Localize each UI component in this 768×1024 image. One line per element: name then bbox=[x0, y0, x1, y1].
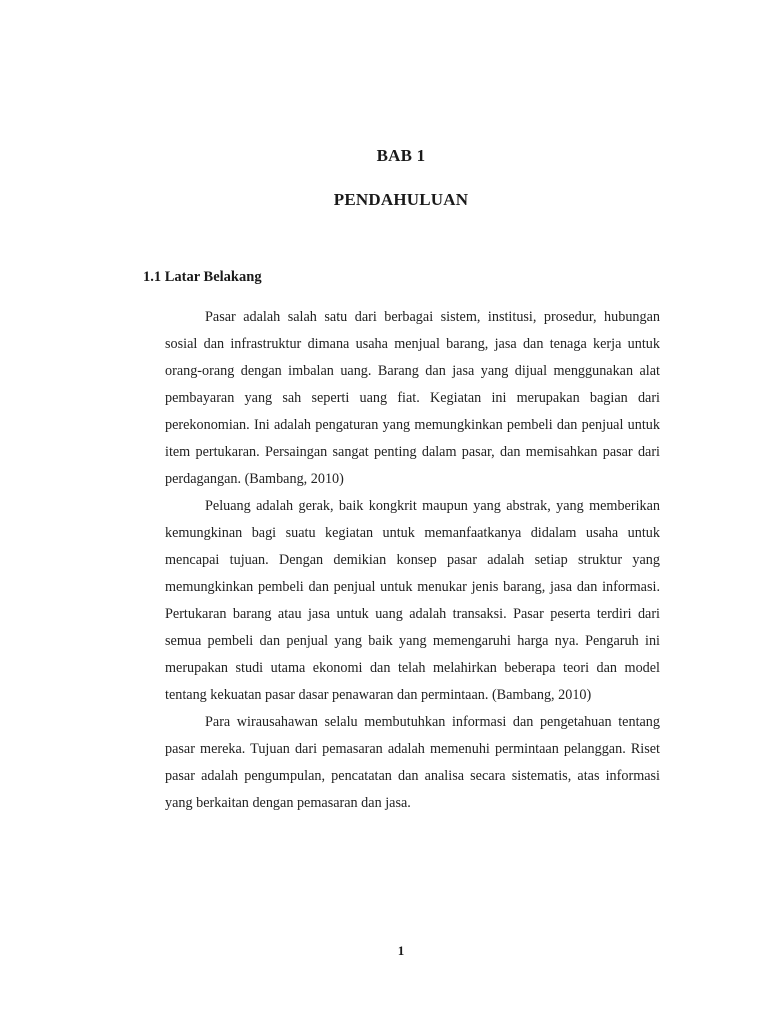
chapter-number: BAB 1 bbox=[376, 146, 426, 165]
paragraph-1: Pasar adalah salah satu dari berbagai sistem, institusi, prosedur, hubungan sosial dan infrastruktur dimana usaha menjual barang, jasa dan tenaga kerja untuk orang-orang dengan imbalan uang. Barang dan jasa yang dijual menggunakan alat pembayaran yang sah seperti uang fiat. Kegiatan ini merupakan bagian dari perekonomian. Ini adalah pengaturan yang memungkinkan pembeli dan penjual untuk item pertukaran. Persaingan sangat penting dalam pasar, dan memisahkan pasar dari perdagangan. (Bambang, 2010) bbox=[165, 309, 660, 487]
chapter-title: PENDAHULUAN bbox=[333, 190, 469, 209]
paragraph-2: Peluang adalah gerak, baik kongkrit maupun yang abstrak, yang memberikan kemungkinan bagi suatu kegiatan untuk memanfaatkanya didalam usaha untuk mencapai tujuan. Dengan demikian konsep pasar adalah setiap struktur yang memungkinkan pembeli dan penjual untuk menukar jenis barang, jasa dan informasi. Pertukaran barang atau jasa untuk uang adalah transaksi. Pasar peserta terdiri dari semua pembeli dan penjual yang baik yang memengaruhi harga nya. Pengaruh ini merupakan studi utama ekonomi dan telah melahirkan beberapa teori dan model tentang kekuatan pasar dasar penawaran dan permintaan. (Bambang, 2010) bbox=[165, 498, 660, 703]
page-number: 1 bbox=[397, 943, 405, 958]
body-text bbox=[165, 304, 660, 817]
section-heading: 1.1 Latar Belakang bbox=[143, 269, 262, 285]
paragraph-3: Para wirausahawan selalu membutuhkan informasi dan pengetahuan tentang pasar mereka. Tujuan dari pemasaran adalah memenuhi permintaan pelanggan. Riset pasar adalah pengumpulan, pencatatan dan analisa secara sistematis, atas informasi yang berkaitan dengan pemasaran dan jasa. bbox=[165, 714, 660, 811]
